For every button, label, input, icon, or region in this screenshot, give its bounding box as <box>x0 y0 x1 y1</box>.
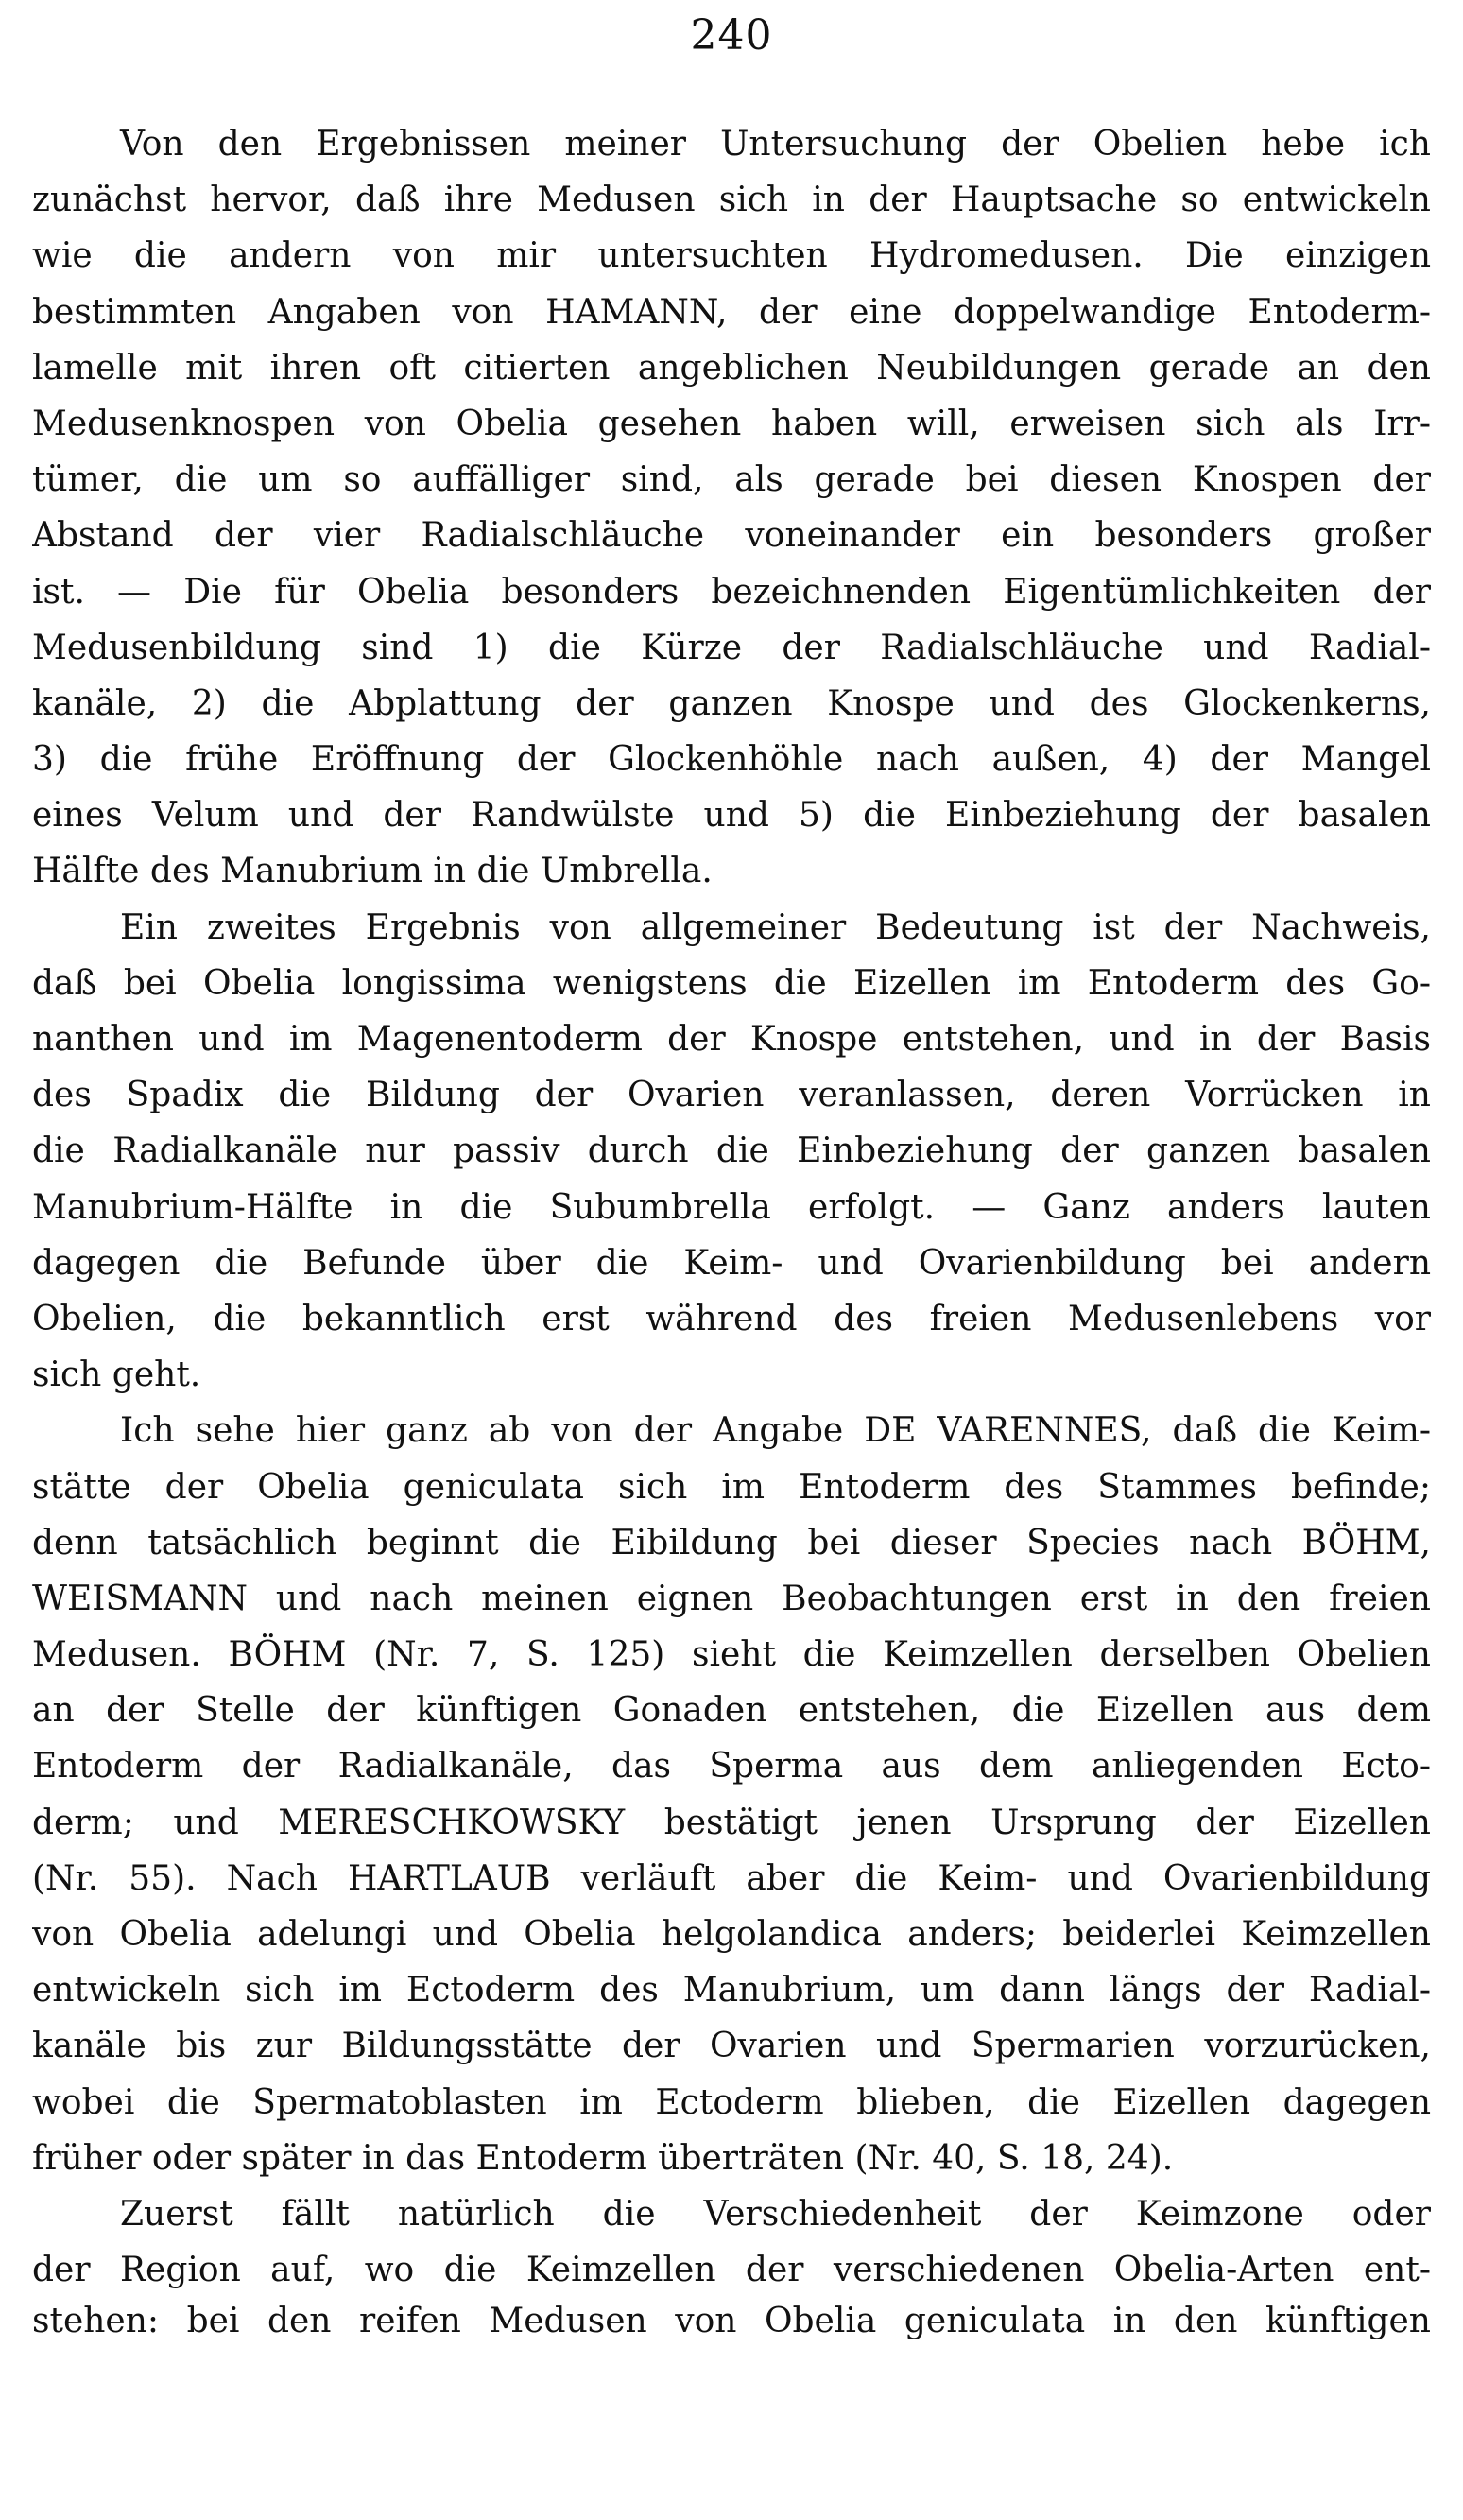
text-line: eines Velum und der Randwülste und 5) die Einbeziehung der basalen <box>32 796 1431 836</box>
text-line: Zuerst fällt natürlich die Verschiedenheit der Keimzone oder <box>120 2194 1431 2234</box>
text-line: wie die andern von mir untersuchten Hydromedusen. Die einzigen <box>32 236 1431 276</box>
text-line: Hälfte des Manubrium in die Umbrella. <box>32 852 713 891</box>
text-line: bestimmten Angaben von HAMANN, der eine doppelwandige Entoderm- <box>32 292 1431 332</box>
page-number: 240 <box>690 11 773 60</box>
text-line: sich geht. <box>32 1355 201 1395</box>
text-line: des Spadix die Bildung der Ovarien veranlassen, deren Vorrücken in <box>32 1076 1431 1115</box>
text-line: kanäle, 2) die Abplattung der ganzen Knospe und des Glockenkerns, <box>32 683 1431 723</box>
text-line: WEISMANN und nach meinen eignen Beobachtungen erst in den freien <box>32 1579 1431 1618</box>
text-line: die Radialkanäle nur passiv durch die Einbeziehung der ganzen basalen <box>32 1131 1431 1171</box>
text-line: entwickeln sich im Ectoderm des Manubrium, um dann längs der Radial- <box>32 1971 1431 2011</box>
text-line: derm; und MERESCHKOWSKY bestätigt jenen Ursprung der Eizellen <box>32 1803 1431 1842</box>
text-line: nanthen und im Magenentoderm der Knospe entstehen, und in der Basis <box>32 1020 1431 1059</box>
text-line: wobei die Spermatoblasten im Ectoderm blieben, die Eizellen dagegen <box>32 2082 1431 2122</box>
text-line: daß bei Obelia longissima wenigstens die Eizellen im Entoderm des Go- <box>32 963 1431 1003</box>
text-line: kanäle bis zur Bildungsstätte der Ovarien und Spermarien vorzurücken, <box>32 2027 1431 2066</box>
text-line: lamelle mit ihren oft citierten angeblichen Neubildungen gerade an den <box>32 348 1431 388</box>
text-line: Medusenbildung sind 1) die Kürze der Radialschläuche und Radial- <box>32 628 1431 667</box>
text-line: Manubrium-Hälfte in die Subumbrella erfolgt. — Ganz anders lauten <box>32 1187 1431 1227</box>
text-line: 3) die frühe Eröffnung der Glockenhöhle nach außen, 4) der Mangel <box>32 740 1431 780</box>
text-line: früher oder später in das Entoderm überträten (Nr. 40, S. 18, 24). <box>32 2138 1174 2178</box>
text-line: dagegen die Befunde über die Keim- und Ovarienbildung bei andern <box>32 1243 1431 1283</box>
text-line: Ich sehe hier ganz ab von der Angabe DE VARENNES, daß die Keim- <box>120 1411 1431 1451</box>
text-line: Medusen. BÖHM (Nr. 7, S. 125) sieht die Keimzellen derselben Obelien <box>32 1635 1431 1675</box>
text-line: an der Stelle der künftigen Gonaden entstehen, die Eizellen aus dem <box>32 1691 1431 1731</box>
text-line: Von den Ergebnissen meiner Untersuchung der Obelien hebe ich <box>120 125 1431 164</box>
text-line: stehen: bei den reifen Medusen von Obelia geniculata in den künftigen <box>32 2302 1431 2341</box>
text-line: tümer, die um so auffälliger sind, als gerade bei diesen Knospen der <box>32 460 1431 500</box>
text-line: von Obelia adelungi und Obelia helgolandica anders; beiderlei Keimzellen <box>32 1915 1431 1954</box>
text-line: Abstand der vier Radialschläuche voneinander ein besonders großer <box>32 516 1431 556</box>
body-text <box>32 116 1431 2345</box>
text-line: Medusenknospen von Obelia gesehen haben will, erweisen sich als Irr- <box>32 404 1431 443</box>
text-line: der Region auf, wo die Keimzellen der verschiedenen Obelia-Arten ent- <box>32 2251 1431 2290</box>
text-line: zunächst hervor, daß ihre Medusen sich in der Hauptsache so entwickeln <box>32 181 1431 220</box>
text-line: Ein zweites Ergebnis von allgemeiner Bedeutung ist der Nachweis, <box>120 907 1431 947</box>
text-line: Obelien, die bekanntlich erst während des freien Medusenlebens vor <box>32 1299 1431 1338</box>
text-line: stätte der Obelia geniculata sich im Entoderm des Stammes befinde; <box>32 1467 1431 1507</box>
text-line: denn tatsächlich beginnt die Eibildung bei dieser Species nach BÖHM, <box>32 1523 1431 1562</box>
text-line: Entoderm der Radialkanäle, das Sperma aus dem anliegenden Ecto- <box>32 1747 1431 1786</box>
text-line: ist. — Die für Obelia besonders bezeichnenden Eigentümlichkeiten der <box>32 572 1431 612</box>
text-line: (Nr. 55). Nach HARTLAUB verläuft aber die Keim- und Ovarienbildung <box>32 1858 1431 1898</box>
